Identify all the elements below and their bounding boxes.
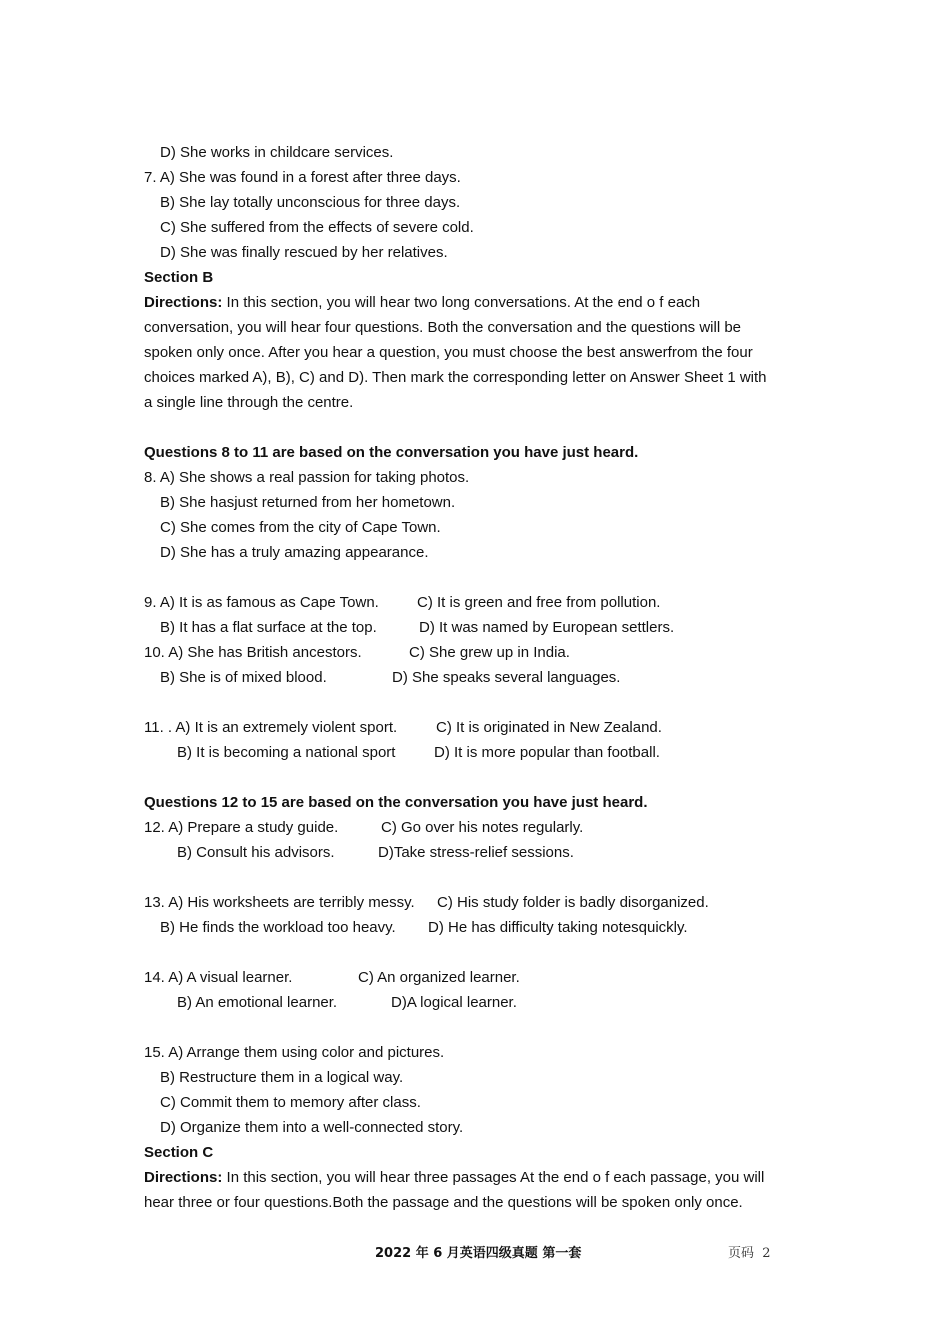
q9-option-c: C) It is green and free from pollution. <box>417 594 661 611</box>
questions-8-11-heading: Questions 8 to 11 are based on the conversation you have just heard. <box>144 444 639 461</box>
section-b-directions-line-1 <box>144 290 700 315</box>
q9-option-d: D) It was named by European settlers. <box>419 619 675 636</box>
section-b-directions-line-5: a single line through the centre. <box>144 394 354 411</box>
directions-label: Directions: <box>144 294 223 311</box>
q8-option-a: 8. A) She shows a real passion for taking photos. <box>144 469 470 486</box>
directions-text: In this section, you will hear three passages At the end o f each passage, you will <box>222 1169 765 1186</box>
q13-option-c: C) His study folder is badly disorganized. <box>437 894 709 911</box>
q12-option-d: D)Take stress-relief sessions. <box>378 844 574 861</box>
section-c-directions-line-2: hear three or four questions.Both the passage and the questions will be spoken only once. <box>144 1194 743 1211</box>
directions-text: In this section, you will hear two long conversations. At the end o f each <box>222 294 701 311</box>
q12-option-a: 12. A) Prepare a study guide. <box>144 819 339 836</box>
q11-option-c: C) It is originated in New Zealand. <box>436 719 662 736</box>
q13-option-b: B) He finds the workload too heavy. <box>160 919 396 936</box>
section-b-directions-line-4: choices marked A), B), C) and D). Then mark the corresponding letter on Answer Sheet 1 with <box>144 369 767 386</box>
section-c-directions-line-1 <box>144 1165 764 1190</box>
q14-option-c: C) An organized learner. <box>358 969 520 986</box>
directions-label: Directions: <box>144 1169 223 1186</box>
q15-option-c: C) Commit them to memory after class. <box>160 1094 421 1111</box>
q10-option-b: B) She is of mixed blood. <box>160 669 327 686</box>
section-b-heading: Section B <box>144 269 214 286</box>
q7-option-c: C) She suffered from the effects of severe cold. <box>160 219 474 236</box>
section-c-heading: Section C <box>144 1144 214 1161</box>
questions-12-15-heading: Questions 12 to 15 are based on the conversation you have just heard. <box>144 794 648 811</box>
q15-option-b: B) Restructure them in a logical way. <box>160 1069 404 1086</box>
q15-option-d: D) Organize them into a well-connected story. <box>160 1119 464 1136</box>
q10-option-c: C) She grew up in India. <box>409 644 570 661</box>
q6-option-d: D) She works in childcare services. <box>160 144 394 161</box>
footer-title: 2022 年 6 月英语四级真题 第一套 <box>375 1246 582 1261</box>
q7-option-b: B) She lay totally unconscious for three days. <box>160 194 461 211</box>
q9-option-b: B) It has a flat surface at the top. <box>160 619 377 636</box>
q7-option-a: 7. A) She was found in a forest after three days. <box>144 169 461 186</box>
page-label: 页码 <box>728 1246 755 1261</box>
q8-option-d: D) She has a truly amazing appearance. <box>160 544 429 561</box>
page-number: 2 <box>762 1246 771 1261</box>
section-b-directions-line-3: spoken only once. After you hear a question, you must choose the best answerfrom the four <box>144 344 753 361</box>
q13-option-d: D) He has difficulty taking notesquickly. <box>428 919 688 936</box>
q12-option-c: C) Go over his notes regularly. <box>381 819 584 836</box>
q11-option-d: D) It is more popular than football. <box>434 744 660 761</box>
q15-option-a: 15. A) Arrange them using color and pictures. <box>144 1044 445 1061</box>
q14-option-a: 14. A) A visual learner. <box>144 969 293 986</box>
q14-option-b: B) An emotional learner. <box>177 994 338 1011</box>
q14-option-d: D)A logical learner. <box>391 994 517 1011</box>
q7-option-d: D) She was finally rescued by her relatives. <box>160 244 448 261</box>
section-b-directions-line-2: conversation, you will hear four questions. Both the conversation and the questions will be <box>144 319 742 336</box>
q12-option-b: B) Consult his advisors. <box>177 844 335 861</box>
q11-option-b: B) It is becoming a national sport <box>177 744 396 761</box>
footer-page-number <box>728 1244 771 1264</box>
q10-option-d: D) She speaks several languages. <box>392 669 621 686</box>
q13-option-a: 13. A) His worksheets are terribly messy. <box>144 894 415 911</box>
q11-option-a: 11. . A) It is an extremely violent sport. <box>144 719 398 736</box>
q10-option-a: 10. A) She has British ancestors. <box>144 644 362 661</box>
q8-option-c: C) She comes from the city of Cape Town. <box>160 519 441 536</box>
q9-option-a: 9. A) It is as famous as Cape Town. <box>144 594 379 611</box>
q8-option-b: B) She hasjust returned from her hometown. <box>160 494 456 511</box>
